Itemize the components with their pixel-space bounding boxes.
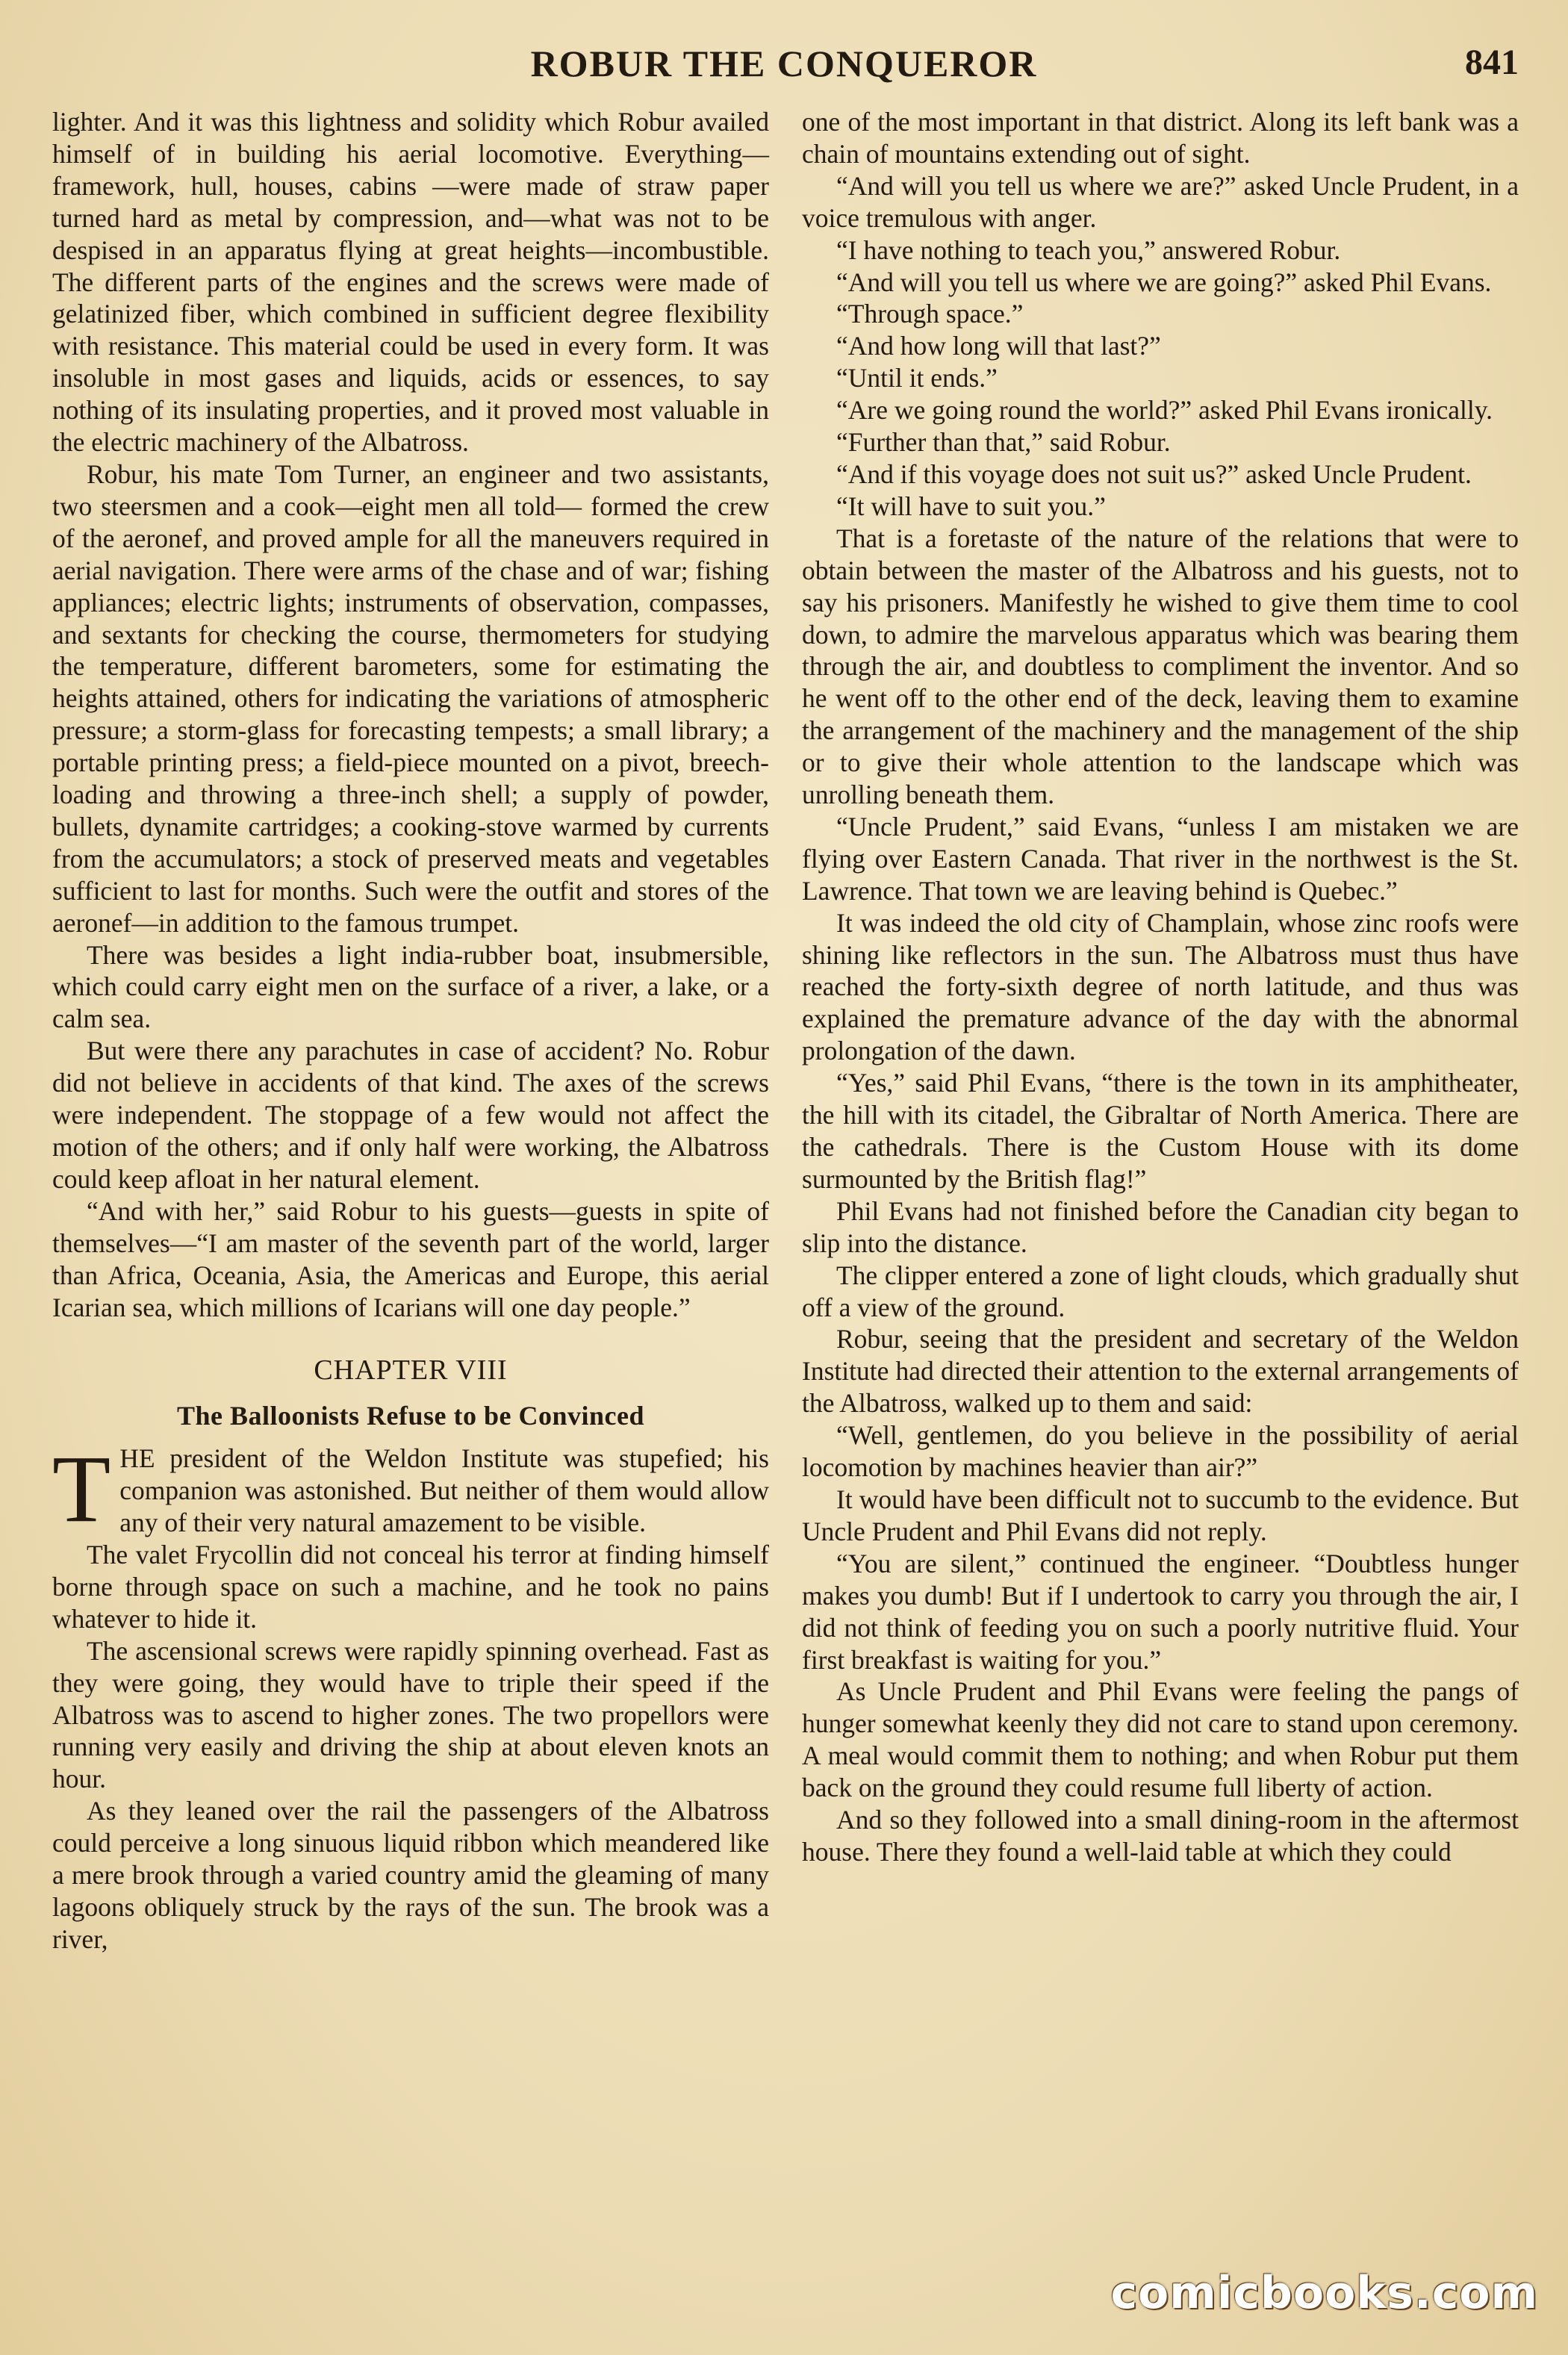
paragraph: lighter. And it was this lightness and solidity which Robur availed himself of in building his aerial locomotive. Everything—framework, hull, houses, cabins —were made of straw paper turned hard as metal by compression, and—what was not to be despised in an apparatus flying at great heights—incombustible. The different parts of the engines and the screws were made of gelatinized fiber, which combined in sufficient degree flexibility with resistance. This material could be used in every form. It was insoluble in most gases and liquids, acids or essences, to say nothing of its insulating properties, and it proved most valuable in the electric machinery of the Albatross. <box>52 107 769 458</box>
paragraph: Robur, his mate Tom Turner, an engineer and two assistants, two steersmen and a cook—eight men all told— formed the crew of the aeronef, and proved ample for all the maneuvers required in aerial navigation. There were arms of the chase and of war; fishing appliances; electric lights; instruments of observation, compasses, and sextants for checking the course, thermometers for studying the temperature, different barometers, some for estimating the heights attained, others for indicating the variations of atmospheric pressure; a storm-glass for forecasting tempests; a small library; a portable printing press; a field-piece mounted on a pivot, breech-loading and throwing a three-inch shell; a supply of powder, bullets, dynamite cartridges; a cooking-stove warmed by currents from the accumulators; a stock of preserved meats and vegetables sufficient to last for months. Such were the outfit and stores of the aeronef—in addition to the famous trumpet. <box>52 458 769 938</box>
paragraph: one of the most important in that district. Along its left bank was a chain of mountains extending out of sight. <box>802 107 1519 169</box>
paragraph: The clipper entered a zone of light clouds, which gradually shut off a view of the ground. <box>802 1260 1519 1322</box>
paragraph: “And how long will that last?” <box>836 331 1161 361</box>
paragraph: “Uncle Prudent,” said Evans, “unless I am mistaken we are flying over Eastern Canada. That river in the northwest is the St. Lawrence. That town we are leaving behind is Quebec.” <box>802 811 1519 906</box>
left-column <box>52 106 769 1956</box>
paragraph: “You are silent,” continued the engineer. “Doubtless hunger makes you dumb! But if I undertook to carry you through the air, I did not think of feeding you on such a poorly nutritive fluid. Your first breakfast is waiting for you.” <box>802 1548 1519 1675</box>
paragraph: But were there any parachutes in case of accident? No. Robur did not believe in accidents of that kind. The axes of the screws were independent. The stoppage of a few would not affect the motion of the others; and if only half were working, the Albatross could keep afloat in her natural element. <box>52 1036 769 1194</box>
page-header <box>0 36 1568 96</box>
paragraph: “Yes,” said Phil Evans, “there is the town in its amphitheater, the hill with its citadel, the Gibraltar of North America. There are the cathedrals. There is the Custom House with its dome surmounted by the British flag!” <box>802 1068 1519 1194</box>
paragraph: “It will have to suit you.” <box>836 491 1106 521</box>
chapter-number: CHAPTER VIII <box>314 1354 508 1387</box>
running-title: ROBUR THE CONQUEROR <box>530 43 1038 84</box>
paragraph: There was besides a light india-rubber boat, insubmersible, which could carry eight men on the surface of a river, a lake, or a calm sea. <box>52 939 769 1034</box>
chapter-title: The Balloonists Refuse to be Convinced <box>176 1401 645 1431</box>
paragraph: Phil Evans had not finished before the Canadian city began to slip into the distance. <box>802 1195 1519 1258</box>
paragraph: That is a foretaste of the nature of the relations that were to obtain between the master of the Albatross and his guests, not to say his prisoners. Manifestly he wished to give them time to cool down, to admire the marvelous apparatus which was bearing them through the air, and doubtless to compliment the inventor. And so he went off to the other end of the deck, leaving them to examine the arrangement of the machinery and the management of the ship or to give their whole attention to the landscape which was unrolling beneath them. <box>802 523 1519 810</box>
paragraph: “And will you tell us where we are?” asked Uncle Prudent, in a voice tremulous with anger. <box>802 170 1519 233</box>
paragraph: “Until it ends.” <box>836 363 998 393</box>
paragraph: “And will you tell us where we are going?” asked Phil Evans. <box>836 267 1492 297</box>
paragraph: The ascensional screws were rapidly spinning overhead. Fast as they were going, they would have to triple their speed if the Albatross was to ascend to higher zones. The two propellors were running very easily and driving the ship at about eleven knots an hour. <box>52 1635 769 1794</box>
paragraph: It would have been difficult not to succumb to the evidence. But Uncle Prudent and Phil Evans did not reply. <box>802 1484 1519 1546</box>
paragraph: As Uncle Prudent and Phil Evans were feeling the pangs of hunger somewhat keenly they did not care to stand upon ceremony. A meal would commit them to nothing; and when Robur put them back on the ground they could resume full liberty of action. <box>802 1676 1519 1803</box>
page-number: 841 <box>1465 43 1519 82</box>
paragraph: The valet Frycollin did not conceal his terror at finding himself borne through space on such a machine, and he took no pains whatever to hide it. <box>52 1539 769 1634</box>
drop-cap: T <box>52 1436 111 1543</box>
paragraph: “Are we going round the world?” asked Phil Evans ironically. <box>836 395 1493 426</box>
paragraph: “And with her,” said Robur to his guests—guests in spite of themselves—“I am master of the seventh part of the world, larger than Africa, Oceania, Asia, the Americas and Europe, this aerial Icarian sea, which millions of Icarians will one day people.” <box>52 1195 769 1322</box>
paragraph: “Further than that,” said Robur. <box>836 427 1171 458</box>
paragraph: Robur, seeing that the president and secretary of the Weldon Institute had directed their attention to the external arrangements of the Albatross, walked up to them and said: <box>802 1324 1519 1419</box>
paragraph: “And if this voyage does not suit us?” asked Uncle Prudent. <box>836 458 1472 489</box>
paragraph: And so they followed into a small dining-room in the aftermost house. There they found a well-laid table at which they could <box>802 1805 1519 1867</box>
paragraph: It was indeed the old city of Champlain, whose zinc roofs were shining like reflectors in the sun. The Albatross must thus have reached the forty-sixth degree of north latitude, and thus was explained the premature advance of the day with the abnormal prolongation of the dawn. <box>802 907 1519 1066</box>
watermark-logo: comicbooks.com <box>1110 2267 1538 2319</box>
paragraph: “Well, gentlemen, do you believe in the possibility of aerial locomotion by machines heavier than air?” <box>802 1420 1519 1483</box>
paragraph: As they leaned over the rail the passengers of the Albatross could perceive a long sinuous liquid ribbon which meandered like a mere brook through a varied country amid the gleaming of many lagoons obliquely struck by the rays of the sun. The brook was a river, <box>52 1796 769 1954</box>
paragraph-text: HE president of the Weldon Institute was stupefied; his companion was astonished. But neither of them would allow any of their very natural amazement to be visible. <box>119 1443 769 1538</box>
chapter-opening-paragraph <box>52 1436 769 1543</box>
paragraph: “Through space.” <box>836 299 1024 329</box>
right-column <box>802 106 1519 1868</box>
paragraph: “I have nothing to teach you,” answered Robur. <box>836 234 1341 265</box>
